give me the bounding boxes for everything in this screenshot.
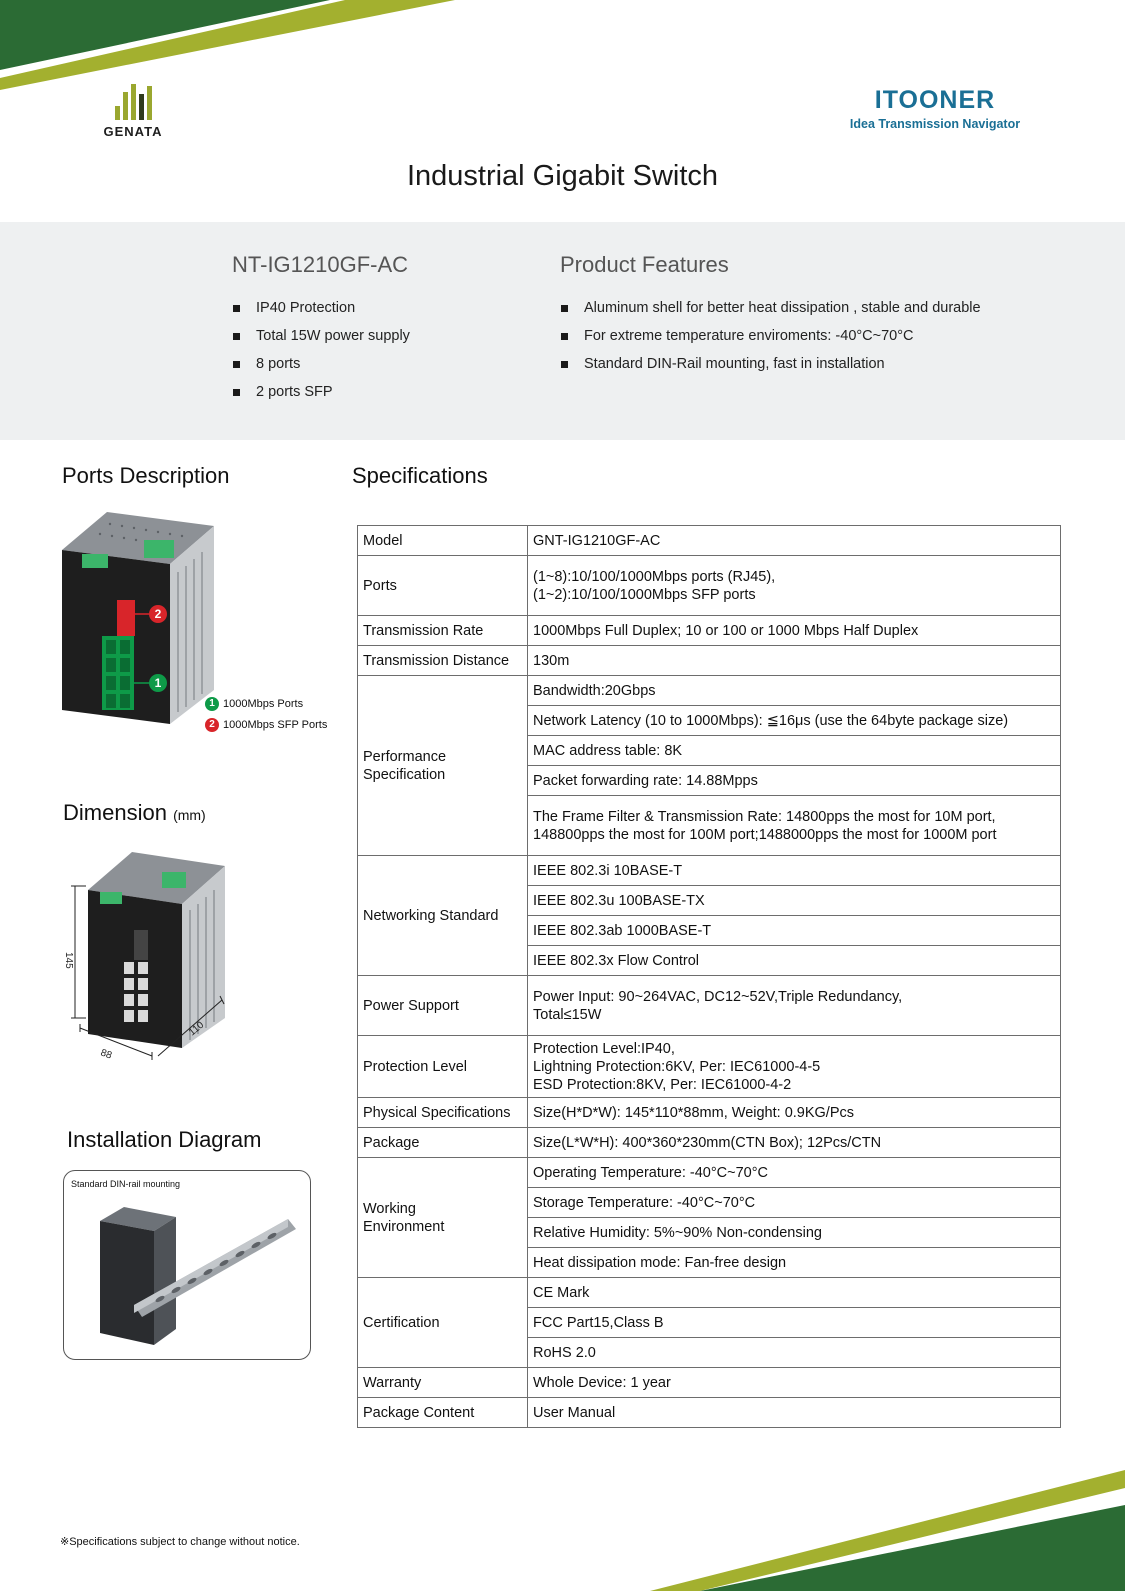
spec-value: MAC address table: 8K [528, 736, 1061, 766]
spec-key: Transmission Rate [358, 616, 528, 646]
spec-value: IEEE 802.3x Flow Control [528, 946, 1061, 976]
dimension-width-label: 88 [98, 1047, 114, 1062]
spec-key: Package Content [358, 1398, 528, 1428]
legend-label-rj45: 1000Mbps Ports [223, 697, 304, 710]
spec-key: Package [358, 1128, 528, 1158]
spec-value: IEEE 802.3u 100BASE-TX [528, 886, 1061, 916]
spec-row [358, 556, 1061, 616]
overview-band [0, 222, 1125, 440]
spec-key: Performance Specification [358, 676, 528, 856]
spec-value: RoHS 2.0 [528, 1338, 1061, 1368]
spec-value: FCC Part15,Class B [528, 1308, 1061, 1338]
model-points-list [232, 294, 410, 406]
model-point-item: 2 ports SFP [232, 378, 410, 406]
spec-row [358, 676, 1061, 706]
spec-value: Packet forwarding rate: 14.88Mpps [528, 766, 1061, 796]
spec-value: IEEE 802.3ab 1000BASE-T [528, 916, 1061, 946]
spec-value: Size(H*D*W): 145*110*88mm, Weight: 0.9KG/Pcs [528, 1098, 1061, 1128]
document-title: Industrial Gigabit Switch [406, 160, 719, 192]
spec-key: Certification [358, 1278, 528, 1368]
spec-value: Operating Temperature: -40°C~70°C [528, 1158, 1061, 1188]
ports-legend [205, 693, 327, 735]
spec-value: Bandwidth:20Gbps [528, 676, 1061, 706]
features-heading: Product Features [560, 252, 729, 277]
spec-key: Ports [358, 556, 528, 616]
dimension-depth-label: 110 [186, 1019, 207, 1039]
spec-row [358, 856, 1061, 886]
dimension-heading [63, 800, 206, 826]
features-list [560, 294, 981, 378]
ports-marker-2: 2 [154, 607, 162, 621]
spec-value: Relative Humidity: 5%~90% Non-condensing [528, 1218, 1061, 1248]
spec-value: The Frame Filter & Transmission Rate: 14800pps the most for 10M port, 148800pps the most for 100M port;1488000pps the most for 1000M port [528, 796, 1061, 856]
spec-value: (1~8):10/100/1000Mbps ports (RJ45), (1~2):10/100/1000Mbps SFP ports [528, 556, 1061, 616]
genata-logo [100, 84, 166, 139]
model-point-item: Total 15W power supply [232, 322, 410, 350]
spec-value: Size(L*W*H): 400*360*230mm(CTN Box); 12Pcs/CTN [528, 1128, 1061, 1158]
legend-item-sfp [205, 714, 327, 735]
model-point-item: IP40 Protection [232, 294, 410, 322]
legend-item-rj45 [205, 693, 327, 714]
model-point-item: 8 ports [232, 350, 410, 378]
installation-caption: Standard DIN-rail mounting [71, 1179, 181, 1189]
red-marker-icon: 2 [205, 718, 219, 732]
spec-row [358, 1398, 1061, 1428]
installation-heading: Installation Diagram [67, 1127, 262, 1152]
spec-row [358, 1158, 1061, 1188]
ports-heading: Ports Description [62, 463, 230, 488]
model-heading: NT-IG1210GF-AC [232, 252, 409, 277]
spec-value: Network Latency (10 to 1000Mbps): ≦16μs (use the 64byte package size) [528, 706, 1061, 736]
spec-value: GNT-IG1210GF-AC [528, 526, 1061, 556]
feature-item: Standard DIN-Rail mounting, fast in installation [560, 350, 981, 378]
switch-dimension-image [60, 850, 235, 1075]
itooner-logo-tagline: Idea Transmission Navigator [849, 117, 1021, 131]
spec-key: Protection Level [358, 1036, 528, 1098]
spec-value: 130m [528, 646, 1061, 676]
spec-key: Working Environment [358, 1158, 528, 1278]
feature-item: For extreme temperature enviroments: -40°C~70°C [560, 322, 981, 350]
spec-key: Warranty [358, 1368, 528, 1398]
dimension-heading-text: Dimension [63, 800, 167, 825]
spec-value: Power Input: 90~264VAC, DC12~52V,Triple Redundancy, Total≤15W [528, 976, 1061, 1036]
spec-row [358, 646, 1061, 676]
spec-row [358, 616, 1061, 646]
spec-value: User Manual [528, 1398, 1061, 1428]
switch-front-image [62, 512, 222, 737]
specifications-heading: Specifications [352, 463, 488, 488]
spec-row [358, 1278, 1061, 1308]
spec-key: Power Support [358, 976, 528, 1036]
spec-value: Heat dissipation mode: Fan-free design [528, 1248, 1061, 1278]
spec-value: IEEE 802.3i 10BASE-T [528, 856, 1061, 886]
spec-row [358, 1128, 1061, 1158]
green-marker-icon: 1 [205, 697, 219, 711]
spec-key: Model [358, 526, 528, 556]
itooner-logo [840, 86, 1030, 131]
spec-row [358, 1098, 1061, 1128]
spec-value: CE Mark [528, 1278, 1061, 1308]
spec-value: Protection Level:IP40, Lightning Protection:6KV, Per: IEC61000-4-5 ESD Protection:8KV, Per: IEC61000-4-2 [528, 1036, 1061, 1098]
spec-value: 1000Mbps Full Duplex; 10 or 100 or 1000 Mbps Half Duplex [528, 616, 1061, 646]
legend-label-sfp: 1000Mbps SFP Ports [223, 718, 328, 731]
din-rail-image [64, 1171, 311, 1360]
spec-row [358, 526, 1061, 556]
feature-item: Aluminum shell for better heat dissipation , stable and durable [560, 294, 981, 322]
specifications-table [357, 525, 1061, 1428]
spec-value: Storage Temperature: -40°C~70°C [528, 1188, 1061, 1218]
spec-key: Physical Specifications [358, 1098, 528, 1128]
installation-diagram [63, 1170, 311, 1360]
spec-value: Whole Device: 1 year [528, 1368, 1061, 1398]
genata-logo-text: GENATA [103, 124, 163, 139]
dimension-unit: (mm) [173, 807, 206, 823]
top-decor-stripes [0, 0, 460, 100]
spec-row [358, 976, 1061, 1036]
spec-key: Transmission Distance [358, 646, 528, 676]
genata-mark-icon [100, 84, 166, 120]
dimension-height-label: 145 [63, 952, 74, 969]
spec-row [358, 1368, 1061, 1398]
model-summary [232, 252, 410, 406]
itooner-logo-name: ITOONER [874, 86, 996, 114]
footnote: ※Specifications subject to change without notice. [60, 1536, 300, 1548]
spec-key: Networking Standard [358, 856, 528, 976]
product-features [560, 252, 981, 378]
ports-marker-1: 1 [154, 676, 162, 690]
spec-row [358, 1036, 1061, 1098]
